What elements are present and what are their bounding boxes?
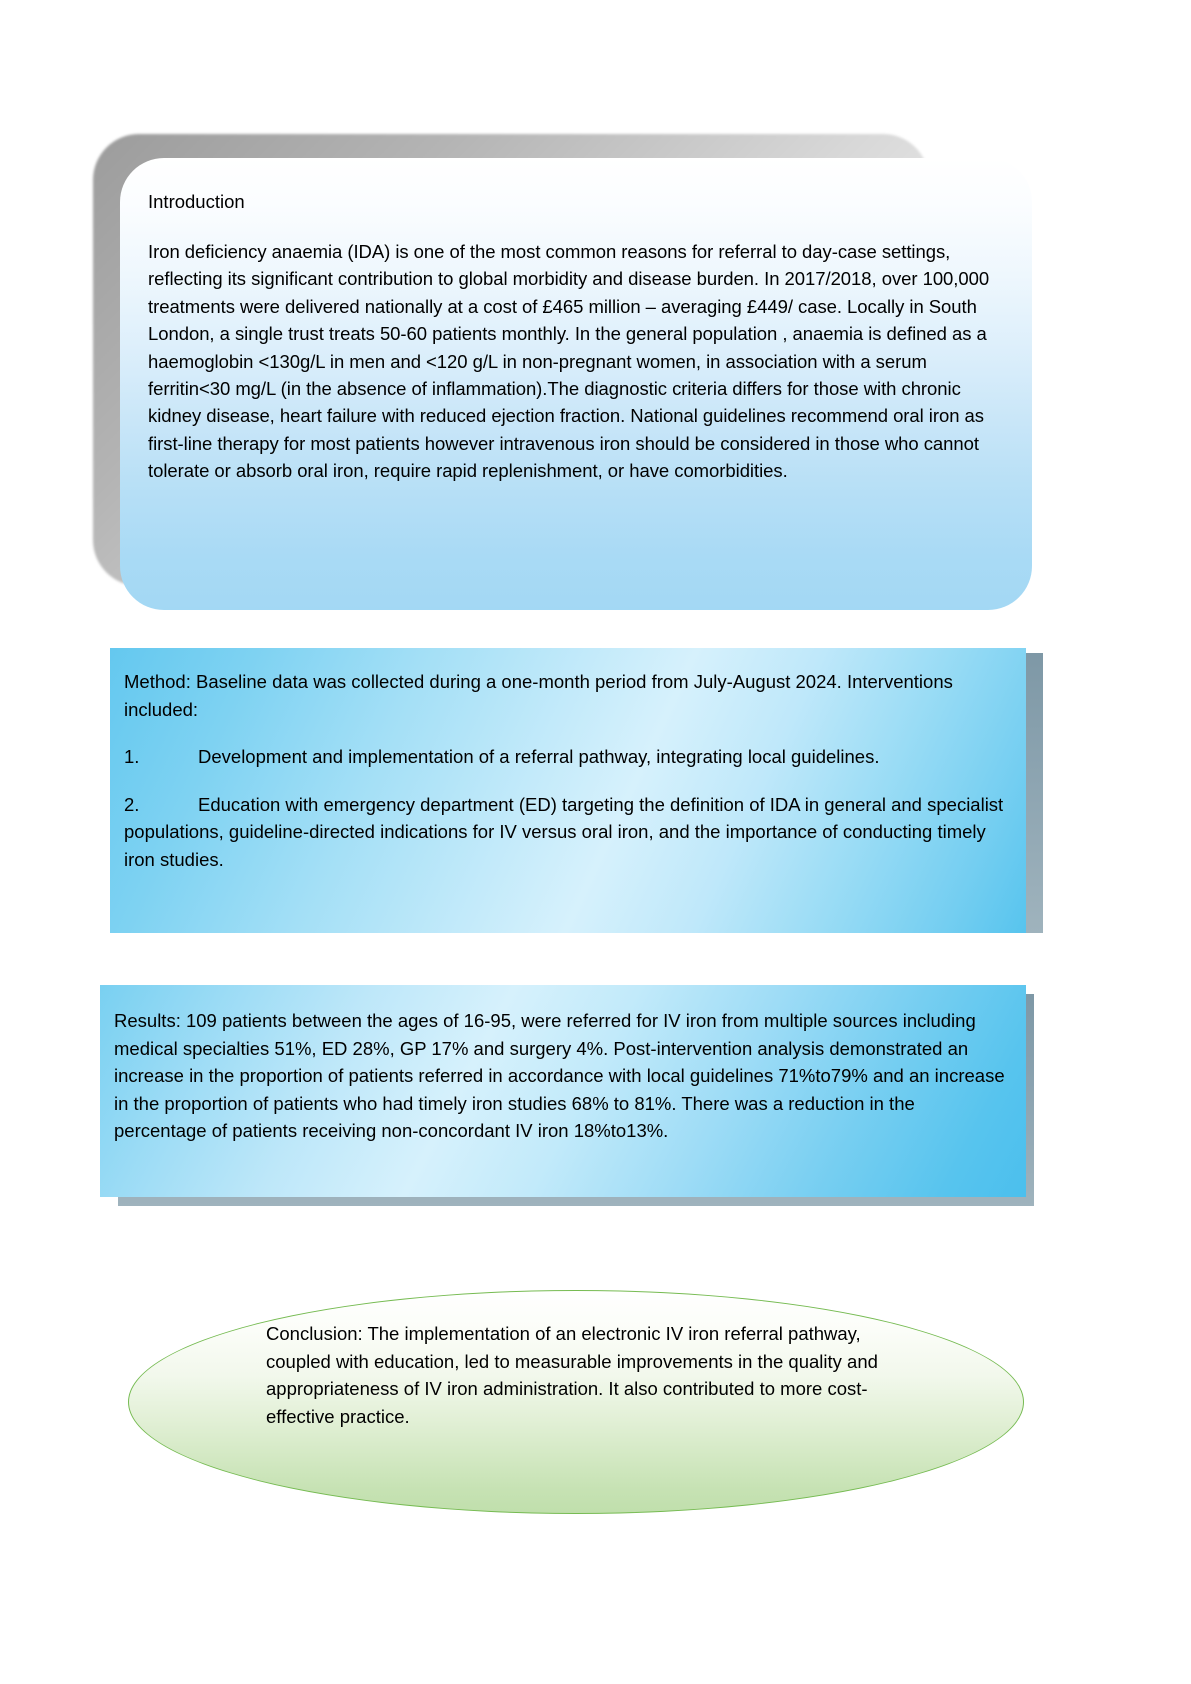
introduction-heading: Introduction <box>148 191 245 212</box>
introduction-box <box>120 158 1032 610</box>
method-list-item-1 <box>124 743 1004 771</box>
method-item-1-text: Development and implementation of a referral pathway, integrating local guidelines. <box>198 746 880 767</box>
results-body-text: Results: 109 patients between the ages of 16-95, were referred for IV iron from multiple sources including medical specialties 51%, ED 28%, GP 17% and surgery 4%. Post-intervention analysis demonstrated an increase in the proportion of patients referred in accordance with local guidelines 71%to79% and an increase in the proportion of patients who had timely iron studies 68% to 81%. There was a reduction in the percentage of patients receiving non-concordant IV iron 18%to13%. <box>114 1010 1005 1141</box>
method-box <box>110 648 1026 933</box>
method-item-2-number: 2. <box>124 793 140 815</box>
method-item-1-number: 1. <box>124 746 140 767</box>
introduction-body-text: Iron deficiency anaemia (IDA) is one of the most common reasons for referral to day-case settings, reflecting its significant contribution to global morbidity and disease burden. In 2017/2018, over 100,000 treatments were delivered nationally at a cost of £465 million – averaging £449/ case. Locally in South London, a single trust treats 50-60 patients monthly. In the general population , anaemia is defined as a haemoglobin <130g/L in men and <120 g/L in non-pregnant women, in association with a serum ferritin<30 mg/L (in the absence of inflammation).The diagnostic criteria differs for those with chronic kidney disease, heart failure with reduced ejection fraction. National guidelines recommend oral iron as first-line therapy for most patients however intravenous iron should be considered in those who cannot tolerate or absorb oral iron, require rapid replenishment, or have comorbidities. <box>148 241 990 482</box>
method-item-2-text: Education with emergency department (ED) targeting the definition of IDA in general and specialist populations, guideline-directed indications for IV versus oral iron, and the importance of conducting timely iron studies. <box>124 793 1004 870</box>
conclusion-body-text: Conclusion: The implementation of an electronic IV iron referral pathway, coupled with education, led to measurable improvements in the quality and appropriateness of IV iron administration. It also contributed to more cost-effective practice. <box>266 1323 878 1427</box>
method-intro-text: Method: Baseline data was collected during a one-month period from July-August 2024. Interventions included: <box>124 671 953 720</box>
method-list-item-2 <box>124 791 1004 874</box>
results-box <box>100 985 1026 1197</box>
